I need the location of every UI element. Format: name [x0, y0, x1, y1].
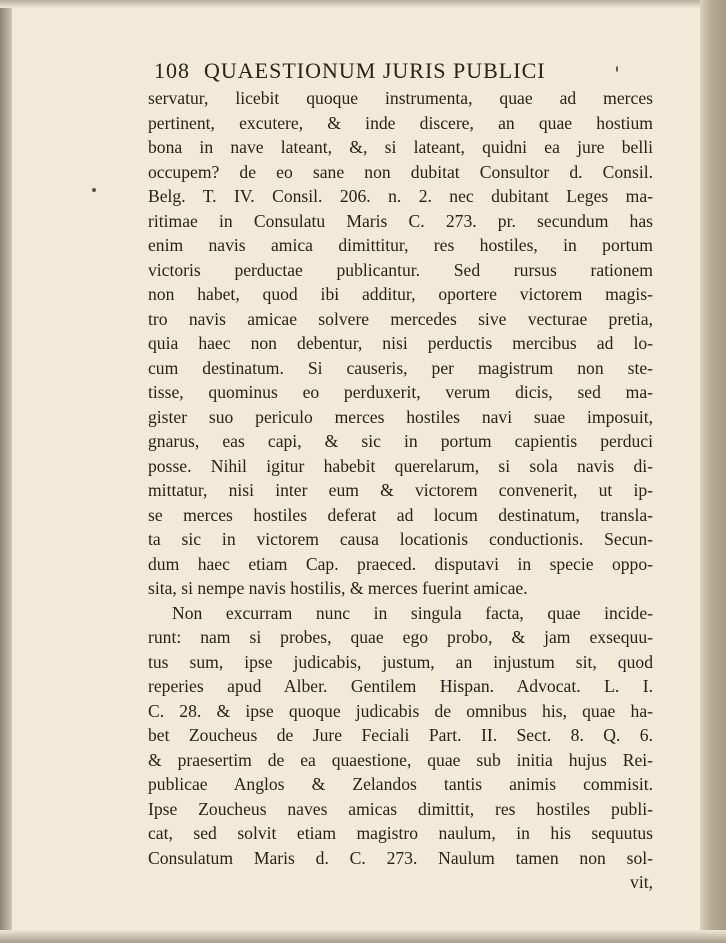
text-line: Consulatum Maris d. C. 273. Naulum tamen non sol-	[148, 847, 653, 868]
running-head-title: QUAESTIONUM JURIS PUBLICI	[204, 58, 546, 83]
text-line: cum destinatum. Si causeris, per magistrum non ste-	[148, 357, 653, 378]
text-line: victoris perductae publicantur. Sed rursus rationem	[148, 259, 653, 280]
text-line: quia haec non debentur, nisi perductis mercibus ad lo-	[148, 333, 653, 353]
ink-spot	[92, 188, 96, 192]
text-line: enim navis amica dimittitur, res hostiles, in portum	[148, 235, 653, 255]
body-text	[148, 86, 653, 895]
text-line: pertinent, excutere, & inde discere, an quae hostium	[148, 112, 653, 133]
left-page-edge	[0, 0, 12, 943]
text-line: bet Zoucheus de Jure Feciali Part. II. Sect. 8. Q. 6.	[148, 725, 653, 745]
text-line: servatur, licebit quoque instrumenta, quae ad merces	[148, 88, 653, 108]
text-line: runt: nam si probes, quae ego probo, & jam exsequu-	[148, 627, 653, 647]
text-line: tisse, quominus eo perduxerit, verum dicis, sed ma-	[148, 382, 653, 402]
page-number: 108	[154, 58, 190, 83]
text-line: ta sic in victorem causa locationis conductionis. Secun-	[148, 529, 653, 549]
bottom-page-edge	[0, 930, 726, 943]
text-line: Ipse Zoucheus naves amicas dimittit, res hostiles publi-	[148, 798, 653, 819]
text-line: tro navis amicae solvere mercedes sive vecturae pretia,	[148, 308, 653, 329]
text-line: & praesertim de ea quaestione, quae sub initia hujus Rei-	[148, 749, 653, 770]
text-line: ritimae in Consulatu Maris C. 273. pr. secundum has	[148, 210, 653, 231]
top-page-edge	[0, 0, 726, 8]
text-line: gister suo periculo merces hostiles navi suae imposuit,	[148, 406, 653, 427]
text-line: posse. Nihil igitur habebit querelarum, si sola navis di-	[148, 455, 653, 476]
text-line: publicae Anglos & Zelandos tantis animis commisit.	[148, 774, 653, 794]
catchword: vit,	[630, 872, 653, 892]
text-line: occupem? de eo sane non dubitat Consultor d. Consil.	[148, 161, 653, 182]
text-line: tus sum, ipse judicabis, justum, an injustum sit, quod	[148, 651, 653, 672]
text-line: reperies apud Alber. Gentilem Hispan. Advocat. L. I.	[148, 676, 653, 696]
text-line: bona in nave lateant, &, si lateant, quidni ea jure belli	[148, 137, 653, 157]
text-line: C. 28. & ipse quoque judicabis de omnibus his, quae ha-	[148, 700, 653, 721]
text-line: mittatur, nisi inter eum & victorem convenerit, ut ip-	[148, 480, 653, 500]
text-line: gnarus, eas capi, & sic in portum capientis perduci	[148, 431, 653, 451]
text-line: se merces hostiles deferat ad locum destinatum, transla-	[148, 504, 653, 525]
text-line: dum haec etiam Cap. praeced. disputavi in specie oppo-	[148, 553, 653, 574]
text-line: Belg. T. IV. Consil. 206. n. 2. nec dubitant Leges ma-	[148, 186, 653, 206]
text-line: non habet, quod ibi additur, oportere victorem magis-	[148, 284, 653, 304]
text-line: sita, si nempe navis hostilis, & merces fuerint amicae.	[148, 578, 528, 598]
text-line: cat, sed solvit etiam magistro naulum, in his sequutus	[148, 823, 653, 843]
text-line: Non excurram nunc in singula facta, quae incide-	[172, 602, 653, 623]
book-gutter	[700, 0, 726, 943]
